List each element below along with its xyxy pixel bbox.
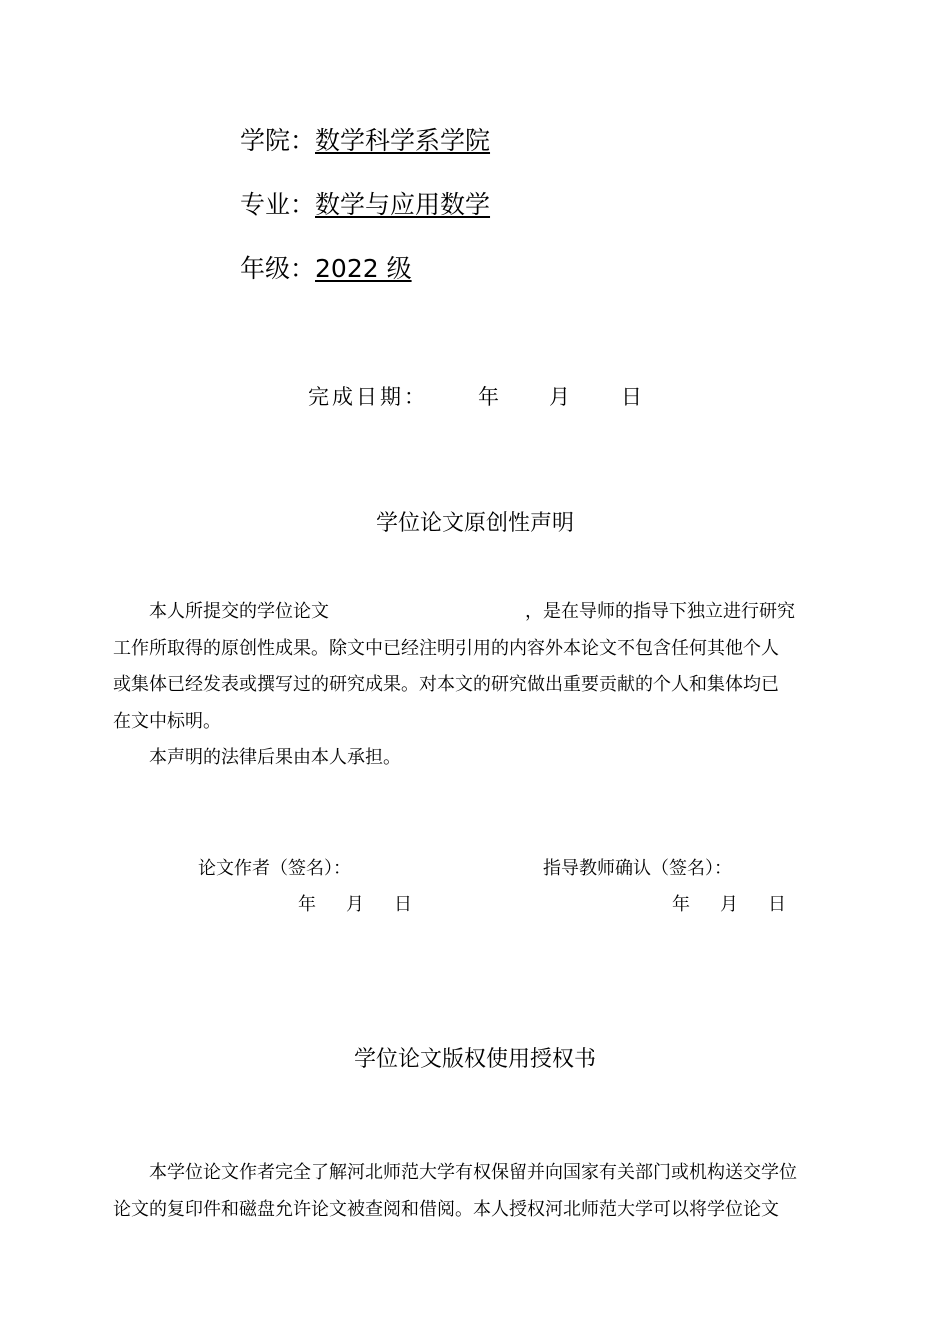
advisor-signature-label: 指导教师确认（签名）：: [543, 858, 732, 879]
advisor-date-year: 年: [672, 894, 690, 915]
originality-line-1b: ，是在导师的指导下独立进行研究: [525, 601, 795, 622]
author-signature-label: 论文作者（签名）：: [198, 858, 351, 879]
author-date-year: 年: [298, 894, 316, 915]
grade-label: 年级：: [240, 254, 316, 283]
originality-body: [113, 594, 838, 777]
originality-line-1a: 本人所提交的学位论文: [149, 601, 329, 622]
author-date-day: 日: [394, 894, 412, 915]
originality-line-1: [113, 594, 838, 631]
copyright-line-1: 本学位论文作者完全了解河北师范大学有权保留并向国家有关部门或机构送交学位: [149, 1162, 797, 1183]
completion-date-day: 日: [621, 385, 642, 409]
major-row: [240, 190, 490, 220]
copyright-body: [113, 1155, 838, 1228]
college-label: 学院：: [240, 126, 316, 155]
originality-line-2: 工作所取得的原创性成果。除文中已经注明引用的内容外本论文不包含任何其他个人: [113, 637, 779, 659]
college-row: [240, 126, 490, 156]
copyright-line-2: 论文的复印件和磁盘允许论文被查阅和借阅。本人授权河北师范大学可以将学位论文: [113, 1198, 779, 1220]
grade-row: [240, 254, 412, 284]
grade-value: 2022 级: [315, 254, 412, 283]
advisor-date-day: 日: [768, 894, 786, 915]
major-label: 专业：: [240, 190, 316, 219]
author-date-month: 月: [346, 894, 364, 915]
originality-line-5: 本声明的法律后果由本人承担。: [149, 747, 401, 768]
college-value: 数学科学系学院: [315, 126, 491, 155]
originality-line-3: 或集体已经发表或撰写过的研究成果。对本文的研究做出重要贡献的个人和集体均已: [113, 674, 779, 695]
major-value: 数学与应用数学: [315, 190, 491, 219]
originality-line-4: 在文中标明。: [113, 710, 221, 732]
copyright-title: 学位论文版权使用授权书: [353, 1047, 596, 1072]
completion-date-month: 月: [549, 385, 570, 409]
completion-date-label: 完成日期：: [308, 385, 428, 409]
completion-date-year: 年: [478, 385, 499, 409]
originality-title: 学位论文原创性声明: [375, 511, 574, 536]
advisor-date-month: 月: [720, 894, 738, 915]
